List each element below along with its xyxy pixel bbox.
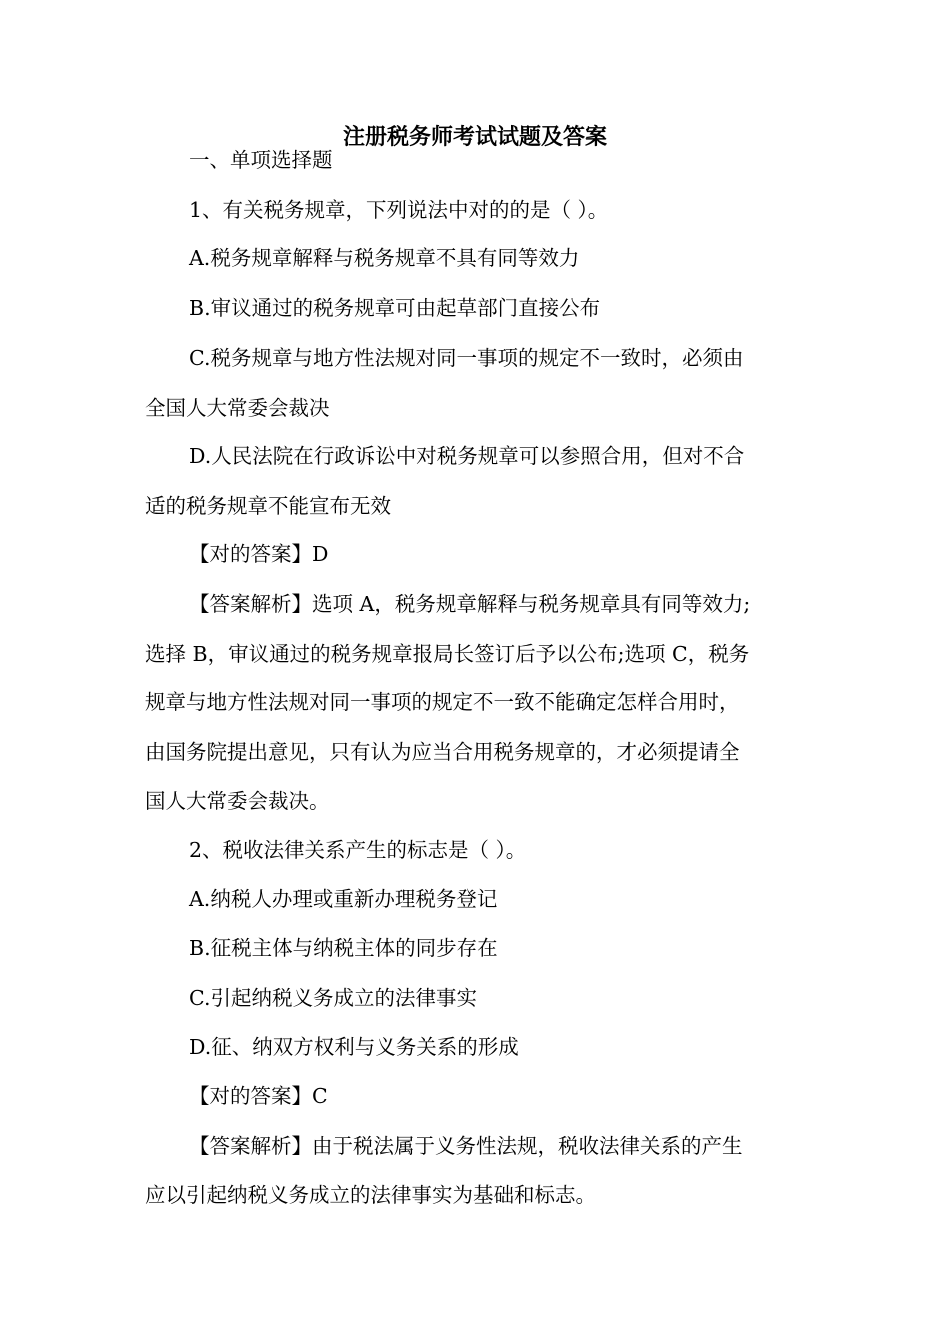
- question-1-explanation-cont-1: 选择 B，审议通过的税务规章报局长签订后予以公布;选项 C，税务: [145, 642, 750, 666]
- document-title: 注册税务师考试试题及答案: [342, 124, 607, 150]
- question-1-option-a: A.税务规章解释与税务规章不具有同等效力: [189, 246, 580, 270]
- section-heading: 一、单项选择题: [189, 148, 333, 172]
- question-2-option-a: A.纳税人办理或重新办理税务登记: [189, 887, 498, 911]
- question-1-option-d: D.人民法院在行政诉讼中对税务规章可以参照合用，但对不合: [189, 444, 745, 468]
- question-1-explanation: 【答案解析】选项 A，税务规章解释与税务规章具有同等效力;: [189, 592, 751, 616]
- question-2-option-d: D.征、纳双方权利与义务关系的形成: [189, 1035, 519, 1059]
- question-1-option-b: B.审议通过的税务规章可由起草部门直接公布: [189, 296, 601, 320]
- question-1-explanation-cont-2: 规章与地方性法规对同一事项的规定不一致不能确定怎样合用时，: [145, 690, 740, 714]
- question-2-stem: 2、税收法律关系产生的标志是（ ）。: [189, 838, 527, 862]
- question-1-stem: 1、有关税务规章，下列说法中对的的是（ ）。: [189, 198, 609, 222]
- question-2-answer: 【对的答案】C: [189, 1084, 328, 1108]
- question-2-option-c: C.引起纳税义务成立的法律事实: [189, 986, 477, 1010]
- question-1-explanation-cont-4: 国人大常委会裁决。: [145, 789, 330, 813]
- question-1-option-c: C.税务规章与地方性法规对同一事项的规定不一致时，必须由: [189, 346, 744, 370]
- question-1-option-c-cont: 全国人大常委会裁决: [145, 396, 330, 420]
- question-2-option-b: B.征税主体与纳税主体的同步存在: [189, 936, 498, 960]
- question-1-explanation-cont-3: 由国务院提出意见，只有认为应当合用税务规章的，才必须提请全: [145, 740, 740, 764]
- question-2-explanation-cont: 应以引起纳税义务成立的法律事实为基础和标志。: [145, 1183, 596, 1207]
- question-2-explanation: 【答案解析】由于税法属于义务性法规，税收法律关系的产生: [189, 1134, 743, 1158]
- question-1-option-d-cont: 适的税务规章不能宣布无效: [145, 494, 391, 518]
- question-1-answer: 【对的答案】D: [189, 542, 329, 566]
